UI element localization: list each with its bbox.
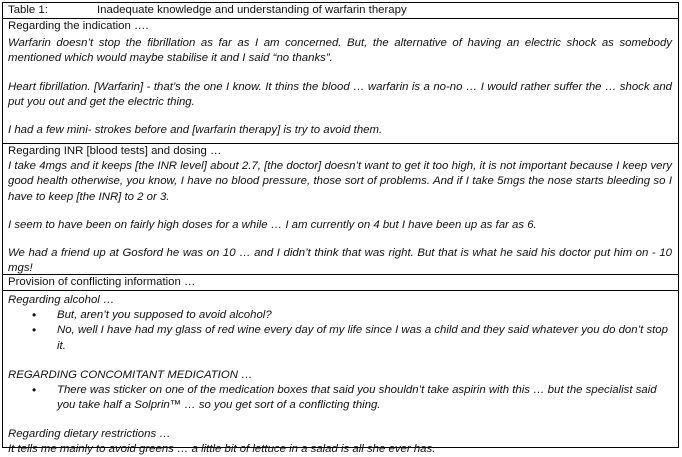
bullet-icon: • xyxy=(32,323,37,338)
section-heading-inr xyxy=(3,143,678,159)
section-heading-text: Regarding INR [blood tests] and dosing … xyxy=(8,145,222,157)
subsection-text-diet: It tells me mainly to avoid greens … a little bit of lettuce in a salad is all she ever has. xyxy=(8,443,436,456)
section-heading-conflicting xyxy=(3,274,678,290)
subsection-title-alcohol: Regarding alcohol … xyxy=(8,294,115,306)
quote: Warfarin doesn’t stop the fibrillation as far as I am concerned. But, the alternative of having an electric shock as somebody mentioned which would maybe stabilise it and I said “no thanks”. xyxy=(8,37,672,65)
list-item xyxy=(8,308,672,323)
section-heading-text: Provision of conflicting information … xyxy=(8,276,196,288)
list-item xyxy=(8,323,672,354)
list-item xyxy=(8,383,672,414)
section-body-conflicting xyxy=(3,290,678,456)
section-body-inr xyxy=(3,159,678,277)
quote: We had a friend up at Gosford he was on 10 … and I didn’t think that was right. But that is what he said his doctor put him on - 10 mgs! xyxy=(8,247,672,275)
table-title-row xyxy=(3,3,678,18)
bullet-icon: • xyxy=(32,382,37,397)
warfarin-table xyxy=(2,2,679,456)
quote: I take 4mgs and it keeps [the INR level] about 2.7, [the doctor] doesn’t want to get it too high, it is not important because I keep very good health otherwise, you know, I have no blood pressure, those sort of problems. And if I take 5mgs the nose starts bleeding so I have to keep [the INR] to 2 or 3. xyxy=(8,160,672,203)
bullet-text: There was sticker on one of the medication boxes that said you shouldn’t take aspirin with this … but the specialist said you take half a Solprin™ … so you get sort of a conflicting thing. xyxy=(57,383,657,412)
section-body-indication xyxy=(3,36,678,138)
section-heading-indication xyxy=(3,18,678,34)
subsection-title-diet: Regarding dietary restrictions … xyxy=(8,428,171,441)
table-title: Inadequate knowledge and understanding of warfarin therapy xyxy=(97,4,407,16)
bullet-text: But, aren’t you supposed to avoid alcohol? xyxy=(57,309,272,321)
quote: Heart fibrillation. [Warfarin] - that’s the one I know. It thins the blood … warfarin is a no-no … I would rather suffer the … shock and put you out and get the electric thing. xyxy=(8,80,672,108)
subsection-title-medication: REGARDING CONCOMITANT MEDICATION … xyxy=(8,368,253,381)
quote: I had a few mini- strokes before and [warfarin therapy] is try to avoid them. xyxy=(8,124,383,137)
quote: I seem to have been on fairly high doses for a while … I am currently on 4 but I have been up as far as 6. xyxy=(8,218,537,231)
bullet-icon: • xyxy=(32,308,37,322)
bullet-text: No, well I have had my glass of red wine every day of my life since I was a child and they said whatever you do don’t stop it. xyxy=(57,324,668,352)
section-heading-text: Regarding the indication …. xyxy=(8,20,149,32)
table-label: Table 1: xyxy=(8,4,48,16)
